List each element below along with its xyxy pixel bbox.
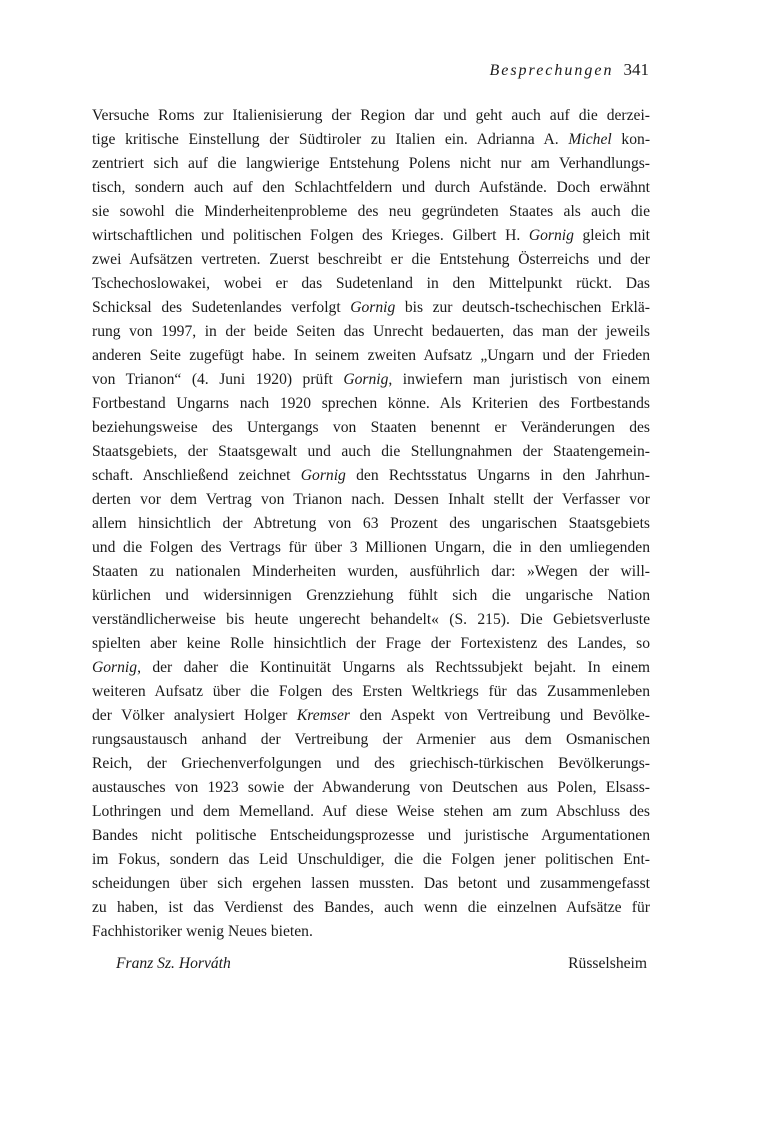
section-title: Besprechungen (489, 62, 614, 79)
text-line: sie sowohl die Minderheitenprobleme des neu gegründeten Staates als auch die (92, 203, 650, 220)
text-line: Bandes nicht politische Entscheidungsprozesse und juristische Argumentationen (92, 827, 650, 844)
text-line: Gornig, der daher die Kontinuität Ungarns als Rechtssubjekt bejaht. In einem (92, 659, 650, 676)
text-line: Staaten zu nationalen Minderheiten wurden, ausführlich dar: »Wegen der will- (92, 563, 650, 580)
text-line: von Trianon“ (4. Juni 1920) prüft Gornig, inwiefern man juristisch von einem (92, 371, 650, 388)
reviewer-name: Franz Sz. Horváth (116, 955, 231, 972)
text-line: Versuche Roms zur Italienisierung der Region dar und geht auch auf die derzei- (92, 107, 650, 124)
review-signature (92, 952, 647, 976)
reviewer-location: Rüsselsheim (568, 955, 647, 972)
text-line: zentriert sich auf die langwierige Entstehung Polens nicht nur am Verhandlungs- (92, 155, 650, 172)
text-line: spielten aber keine Rolle hinsichtlich der Frage der Fortexistenz des Landes, so (92, 635, 650, 652)
text-line: scheidungen über sich ergehen lassen mussten. Das betont und zusammengefasst (92, 875, 650, 892)
text-line: austausches von 1923 sowie der Abwanderung von Deutschen aus Polen, Elsass- (92, 779, 650, 796)
text-line: allem hinsichtlich der Abtretung von 63 Prozent des ungarischen Staatsgebiets (92, 515, 650, 532)
text-line: Schicksal des Sudetenlandes verfolgt Gornig bis zur deutsch-tschechischen Erklä- (92, 299, 650, 316)
text-line: wirtschaftlichen und politischen Folgen des Krieges. Gilbert H. Gornig gleich mit (92, 227, 650, 244)
text-line: und die Folgen des Vertrags für über 3 Millionen Ungarn, die in den umliegenden (92, 539, 650, 556)
text-line: zwei Aufsätzen vertreten. Zuerst beschreibt er die Entstehung Österreichs und der (92, 251, 650, 268)
text-line: verständlicherweise bis heute ungerecht behandelt« (S. 215). Die Gebietsverluste (92, 611, 650, 628)
page-number: 341 (623, 60, 649, 79)
text-line: kürlichen und widersinnigen Grenzziehung fühlt sich die ungarische Nation (92, 587, 650, 604)
text-line: Tschechoslowakei, wobei er das Sudetenland in den Mittelpunkt rückt. Das (92, 275, 650, 292)
review-body-text (92, 104, 650, 944)
text-line: Fachhistoriker wenig Neues bieten. (92, 923, 313, 940)
text-line: derten vor dem Vertrag von Trianon nach. Dessen Inhalt stellt der Verfasser vor (92, 491, 650, 508)
text-line: im Fokus, sondern das Leid Unschuldiger, die die Folgen jener politischen Ent- (92, 851, 650, 868)
text-line: tisch, sondern auch auf den Schlachtfeldern und durch Aufstände. Doch erwähnt (92, 179, 650, 196)
text-line: anderen Seite zugefügt habe. In seinem zweiten Aufsatz „Ungarn und der Frieden (92, 347, 650, 364)
text-line: zu haben, ist das Verdienst des Bandes, auch wenn die einzelnen Aufsätze für (92, 899, 650, 916)
text-line: tige kritische Einstellung der Südtiroler zu Italien ein. Adrianna A. Michel kon- (92, 131, 650, 148)
text-line: Reich, der Griechenverfolgungen und des griechisch-türkischen Bevölkerungs- (92, 755, 650, 772)
text-line: rung von 1997, in der beide Seiten das Unrecht bedauerten, das man der jeweils (92, 323, 650, 340)
text-line: beziehungsweise des Untergangs von Staaten benennt er Veränderungen des (92, 419, 650, 436)
text-line: Fortbestand Ungarns nach 1920 sprechen könne. Als Kriterien des Fortbestands (92, 395, 650, 412)
text-line: schaft. Anschließend zeichnet Gornig den Rechtsstatus Ungarns in den Jahrhun- (92, 467, 650, 484)
text-line: weiteren Aufsatz über die Folgen des Ersten Weltkriegs für das Zusammenleben (92, 683, 650, 700)
running-head (489, 58, 649, 83)
text-line: rungsaustausch anhand der Vertreibung der Armenier aus dem Osmanischen (92, 731, 650, 748)
text-line: Staatsgebiets, der Staatsgewalt und auch die Stellungnahmen der Staatengemein- (92, 443, 650, 460)
text-line: der Völker analysiert Holger Kremser den Aspekt von Vertreibung und Bevölke- (92, 707, 650, 724)
text-line: Lothringen und dem Memelland. Auf diese Weise stehen am zum Abschluss des (92, 803, 650, 820)
